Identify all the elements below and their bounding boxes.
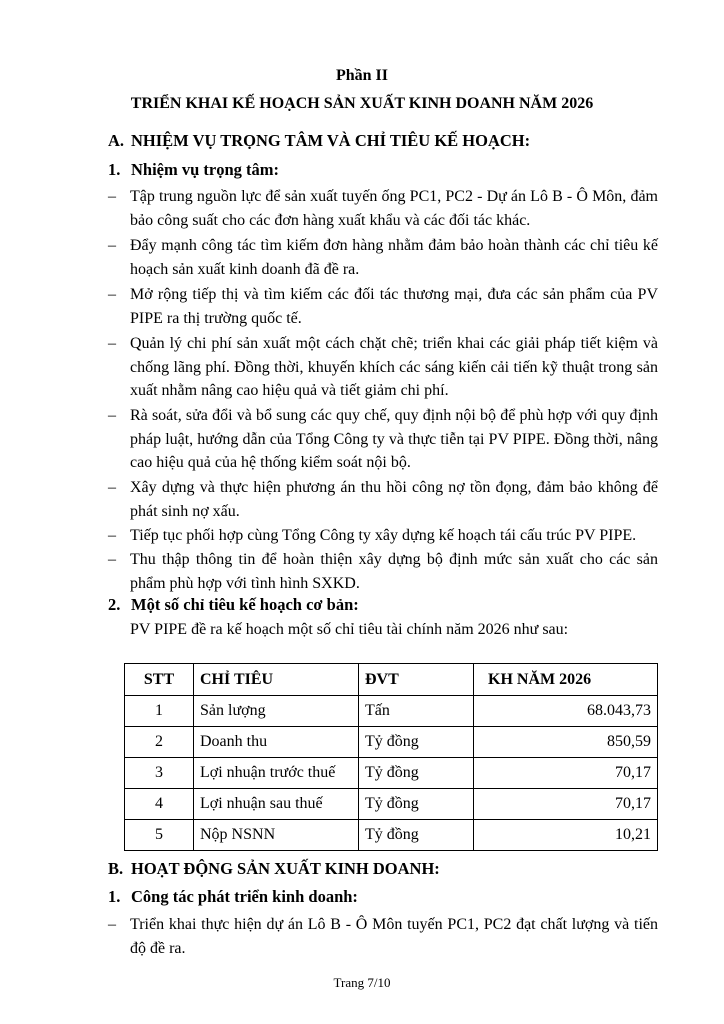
main-title: TRIỂN KHAI KẾ HOẠCH SẢN XUẤT KINH DOANH NĂM 2026 bbox=[130, 95, 594, 112]
bullet-text: Xây dựng và thực hiện phương án thu hồi công nợ tồn đọng, đảm bảo không để phát sinh nợ xấu. bbox=[130, 479, 658, 520]
bullet-dash: – bbox=[108, 286, 116, 303]
part-title: Phần II bbox=[335, 67, 389, 84]
bullet-dash: – bbox=[108, 551, 116, 568]
cell-unit: Tỷ đồng bbox=[359, 758, 474, 789]
cell-indicator: Lợi nhuận sau thuế bbox=[194, 789, 359, 820]
subsection-b1-title: Công tác phát triển kinh doanh: bbox=[131, 887, 358, 906]
bullet-item bbox=[108, 913, 658, 960]
cell-indicator: Nộp NSNN bbox=[194, 820, 359, 851]
bullet-text: Tiếp tục phối hợp cùng Tổng Công ty xây dựng kế hoạch tái cấu trúc PV PIPE. bbox=[130, 527, 637, 544]
table-row bbox=[125, 820, 658, 851]
table-header-row bbox=[125, 664, 658, 696]
bullet-item bbox=[108, 332, 658, 403]
cell-unit: Tỷ đồng bbox=[359, 820, 474, 851]
bullet-item bbox=[108, 234, 658, 281]
subsection-b1-number: 1. bbox=[108, 887, 121, 906]
cell-value: 68.043,73 bbox=[474, 696, 658, 727]
bullet-item bbox=[108, 476, 658, 523]
table-row bbox=[125, 789, 658, 820]
column-header-plan-2026: KH NĂM 2026 bbox=[474, 664, 658, 696]
bullet-dash: – bbox=[108, 237, 116, 254]
table-row bbox=[125, 727, 658, 758]
cell-indicator: Doanh thu bbox=[194, 727, 359, 758]
subsection-a1-title: Nhiệm vụ trọng tâm: bbox=[131, 160, 280, 179]
column-header-stt: STT bbox=[125, 664, 194, 696]
bullet-text: Mở rộng tiếp thị và tìm kiếm các đối tác thương mại, đưa các sản phẩm của PV PIPE ra thị trường quốc tế. bbox=[130, 286, 658, 327]
cell-stt: 3 bbox=[125, 758, 194, 789]
plan-indicators-table bbox=[124, 663, 658, 851]
bullet-item bbox=[108, 404, 658, 475]
cell-stt: 5 bbox=[125, 820, 194, 851]
cell-value: 850,59 bbox=[474, 727, 658, 758]
bullet-text: Tập trung nguồn lực để sản xuất tuyến ống PC1, PC2 - Dự án Lô B - Ô Môn, đảm bảo công suất cho các đơn hàng xuất khẩu và các đối tác khác. bbox=[130, 188, 658, 229]
column-header-indicator: CHỈ TIÊU bbox=[194, 664, 359, 696]
table-row bbox=[125, 758, 658, 789]
bullet-text: Đẩy mạnh công tác tìm kiếm đơn hàng nhằm đảm bảo hoàn thành các chỉ tiêu kế hoạch sản xuất kinh doanh đã đề ra. bbox=[130, 237, 658, 278]
cell-unit: Tỷ đồng bbox=[359, 727, 474, 758]
cell-stt: 4 bbox=[125, 789, 194, 820]
cell-stt: 2 bbox=[125, 727, 194, 758]
cell-unit: Tỷ đồng bbox=[359, 789, 474, 820]
subsection-a1-number: 1. bbox=[108, 160, 121, 179]
bullet-text: Thu thập thông tin để hoàn thiện xây dựng bộ định mức sản xuất cho các sản phẩm phù hợp với tình hình SXKD. bbox=[130, 551, 658, 592]
bullet-item bbox=[108, 548, 658, 595]
bullet-text: Rà soát, sửa đổi và bổ sung các quy chế, quy định nội bộ để phù hợp với quy định pháp luật, hướng dẫn của Tổng Công ty và thực tiễn tại PV PIPE. Đồng thời, nâng cao hiệu quả của hệ thống kiểm soát nội bộ. bbox=[130, 407, 658, 471]
subsection-a2-title: Một số chỉ tiêu kế hoạch cơ bản: bbox=[131, 595, 359, 614]
subsection-a2-number: 2. bbox=[108, 595, 121, 614]
bullet-item bbox=[108, 524, 658, 548]
bullet-dash: – bbox=[108, 916, 116, 933]
section-a-title: NHIỆM VỤ TRỌNG TÂM VÀ CHỈ TIÊU KẾ HOẠCH: bbox=[131, 131, 531, 150]
bullet-text: Triển khai thực hiện dự án Lô B - Ô Môn tuyến PC1, PC2 đạt chất lượng và tiến độ đề ra. bbox=[130, 916, 658, 957]
bullet-item bbox=[108, 185, 658, 232]
cell-value: 70,17 bbox=[474, 758, 658, 789]
cell-value: 70,17 bbox=[474, 789, 658, 820]
cell-value: 10,21 bbox=[474, 820, 658, 851]
section-b-number: B. bbox=[108, 859, 124, 878]
bullet-dash: – bbox=[108, 335, 116, 352]
section-a-number: A. bbox=[108, 131, 125, 150]
cell-stt: 1 bbox=[125, 696, 194, 727]
bullet-dash: – bbox=[108, 188, 116, 205]
section-b-title: HOẠT ĐỘNG SẢN XUẤT KINH DOANH: bbox=[131, 859, 440, 878]
column-header-unit: ĐVT bbox=[359, 664, 474, 696]
cell-indicator: Sản lượng bbox=[194, 696, 359, 727]
bullet-item bbox=[108, 283, 658, 330]
table-intro: PV PIPE đề ra kế hoạch một số chỉ tiêu tài chính năm 2026 như sau: bbox=[130, 621, 569, 638]
page-number: Trang 7/10 bbox=[333, 975, 391, 990]
bullet-text: Quản lý chi phí sản xuất một cách chặt chẽ; triển khai các giải pháp tiết kiệm và chống lãng phí. Đồng thời, khuyến khích các sáng kiến cải tiến kỹ thuật trong sản xuất nhằm nâng cao hiệu quả và tiết giảm chi phí. bbox=[130, 335, 658, 399]
cell-unit: Tấn bbox=[359, 696, 474, 727]
bullet-dash: – bbox=[108, 407, 116, 424]
table-row bbox=[125, 696, 658, 727]
bullet-dash: – bbox=[108, 479, 116, 496]
bullet-dash: – bbox=[108, 527, 116, 544]
cell-indicator: Lợi nhuận trước thuế bbox=[194, 758, 359, 789]
